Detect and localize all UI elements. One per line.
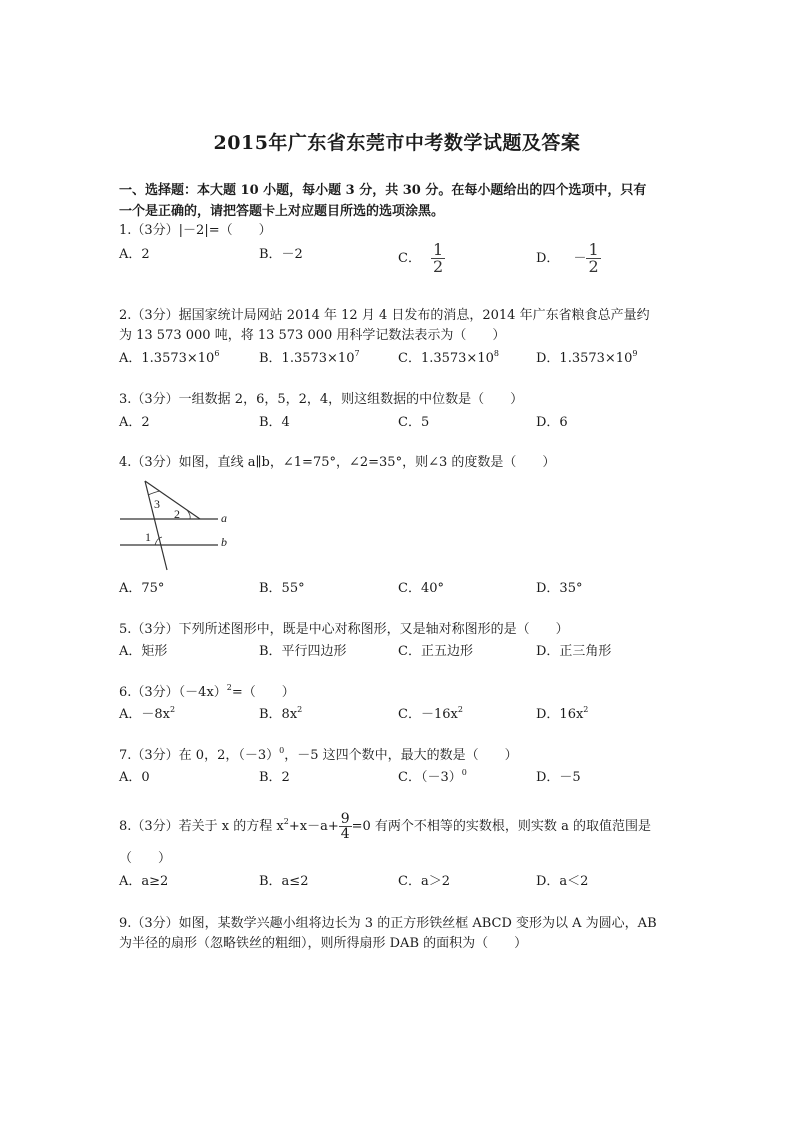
q8-denominator: 4 — [340, 826, 350, 842]
q7-option-c — [398, 769, 467, 787]
q2-option-c — [398, 350, 499, 368]
q8-option-b: B．a≤2 — [259, 874, 309, 889]
q1-option-c — [398, 242, 445, 275]
q7-option-b: B．2 — [259, 770, 290, 785]
q8-stem-pre: 8.（3分）若关于 x 的方程 x — [119, 819, 284, 834]
q6-stem-post: =（ ） — [231, 685, 295, 700]
q6-stem-exp: 2 — [226, 683, 232, 692]
q2-c-exp: 8 — [493, 349, 499, 358]
q7-c-text: C．（－3） — [398, 770, 462, 785]
q8-stem-post: =0 有两个不相等的实数根，则实数 a 的取值范围是 — [351, 819, 651, 834]
q3-option-c: C．5 — [398, 415, 430, 430]
q1-option-c-label: C． — [398, 251, 421, 266]
q3-option-a: A．2 — [119, 415, 150, 430]
question-7-stem — [119, 746, 518, 766]
q8-numerator: 9 — [340, 811, 350, 827]
q2-option-b — [259, 350, 360, 368]
angle-3-arc — [148, 491, 160, 495]
q7-c-exp: 0 — [461, 768, 467, 777]
q7-option-d: D．－5 — [536, 770, 581, 785]
q2-a-text: A．1.3573×10 — [119, 351, 215, 366]
question-9-stem-line1: 9.（3分）如图，某数学兴趣小组将边长为 3 的正方形铁丝框 ABCD 变形为以 A 为圆心，AB — [119, 916, 657, 931]
q1-c-numerator: 1 — [432, 240, 444, 259]
question-8-stem-line2: （ ） — [119, 851, 172, 866]
q6-d-exp: 2 — [583, 705, 589, 714]
label-3: 3 — [154, 497, 160, 511]
q7-option-a: A．0 — [119, 770, 150, 785]
q1-option-a: A．2 — [119, 247, 150, 262]
q6-c-text: C．－16x — [398, 707, 458, 722]
question-5-stem: 5.（3分）下列所述图形中，既是中心对称图形，又是轴对称图形的是（ ） — [119, 622, 569, 637]
q6-a-text: A．－8x — [119, 707, 170, 722]
q2-a-exp: 6 — [214, 349, 220, 358]
q8-fraction — [339, 812, 352, 841]
q8-stem-exp: 2 — [283, 817, 289, 826]
q6-option-d — [536, 706, 588, 724]
q1-option-b: B．－2 — [259, 247, 303, 262]
q4-option-c: C．40° — [398, 581, 444, 596]
q6-b-exp: 2 — [297, 705, 303, 714]
q1-option-d-fraction — [586, 242, 600, 275]
question-8-stem — [119, 812, 651, 841]
q4-option-b: B．55° — [259, 581, 305, 596]
q6-option-c — [398, 706, 463, 724]
label-a: a — [221, 511, 227, 525]
q5-option-d: D．正三角形 — [536, 644, 612, 659]
q3-option-b: B．4 — [259, 415, 290, 430]
q2-c-text: C．1.3573×10 — [398, 351, 494, 366]
q2-d-text: D．1.3573×10 — [536, 351, 633, 366]
parallel-lines-figure — [115, 475, 240, 575]
question-9-stem-line2: 为半径的扇形（忽略铁丝的粗细），则所得扇形 DAB 的面积为（ ） — [119, 936, 528, 951]
q6-stem-pre: 6.（3分）（－4x） — [119, 685, 227, 700]
q2-b-text: B．1.3573×10 — [259, 351, 355, 366]
q1-c-denominator: 2 — [432, 257, 444, 276]
q7-stem-post: ，－5 这四个数中，最大的数是（ ） — [284, 748, 518, 763]
question-6-stem — [119, 683, 295, 703]
question-4-stem: 4.（3分）如图，直线 a∥b，∠1=75°，∠2=35°，则∠3 的度数是（ ） — [119, 455, 556, 470]
page-title: 2015年广东省东莞市中考数学试题及答案 — [213, 132, 581, 154]
q6-option-a — [119, 706, 175, 724]
question-2-stem-line2: 为 13 573 000 吨，将 13 573 000 用科学记数法表示为（ ） — [119, 328, 506, 343]
q1-option-d-label: D． — [536, 251, 560, 266]
q4-option-a: A．75° — [119, 581, 165, 596]
q8-option-d: D．a＜2 — [536, 874, 589, 889]
question-1-stem: 1.（3分）|－2|=（ ） — [119, 223, 272, 238]
question-3-stem: 3.（3分）一组数据 2，6，5，2，4，则这组数据的中位数是（ ） — [119, 392, 524, 407]
q7-stem-pre: 7.（3分）在 0，2，（－3） — [119, 748, 280, 763]
label-b: b — [221, 535, 227, 549]
q6-c-exp: 2 — [457, 705, 463, 714]
section-heading-line2: 一个是正确的，请把答题卡上对应题目所选的选项涂黑。 — [119, 204, 445, 219]
q5-option-c: C．正五边形 — [398, 644, 473, 659]
q2-b-exp: 7 — [354, 349, 360, 358]
q2-d-exp: 9 — [632, 349, 638, 358]
q5-option-a: A．矩形 — [119, 644, 168, 659]
q6-option-b — [259, 706, 302, 724]
q8-option-a: A．a≥2 — [119, 874, 169, 889]
q3-option-d: D．6 — [536, 415, 568, 430]
section-heading-line1: 一、选择题：本大题 10 小题，每小题 3 分，共 30 分。在每小题给出的四个选项中，只有 — [119, 183, 647, 198]
q1-d-numerator: 1 — [588, 240, 599, 259]
q6-b-text: B．8x — [259, 707, 298, 722]
q2-option-a — [119, 350, 219, 368]
label-1: 1 — [145, 530, 151, 544]
q1-option-d — [536, 242, 601, 275]
label-2: 2 — [174, 507, 180, 521]
q1-d-denominator: 2 — [588, 257, 599, 276]
q1-d-sign: － — [573, 251, 587, 266]
q7-stem-exp: 0 — [279, 746, 285, 755]
q8-option-c: C．a＞2 — [398, 874, 450, 889]
question-2-stem-line1: 2.（3分）据国家统计局网站 2014 年 12 月 4 日发布的消息，2014 年广东省粮食总产量约 — [119, 308, 650, 323]
q5-option-b: B．平行四边形 — [259, 644, 347, 659]
q4-option-d: D．35° — [536, 581, 583, 596]
q2-option-d — [536, 350, 637, 368]
q6-a-exp: 2 — [170, 705, 176, 714]
q6-d-text: D．16x — [536, 707, 584, 722]
q1-option-c-fraction — [431, 242, 445, 275]
q8-stem-mid: +x－a+ — [288, 819, 339, 834]
